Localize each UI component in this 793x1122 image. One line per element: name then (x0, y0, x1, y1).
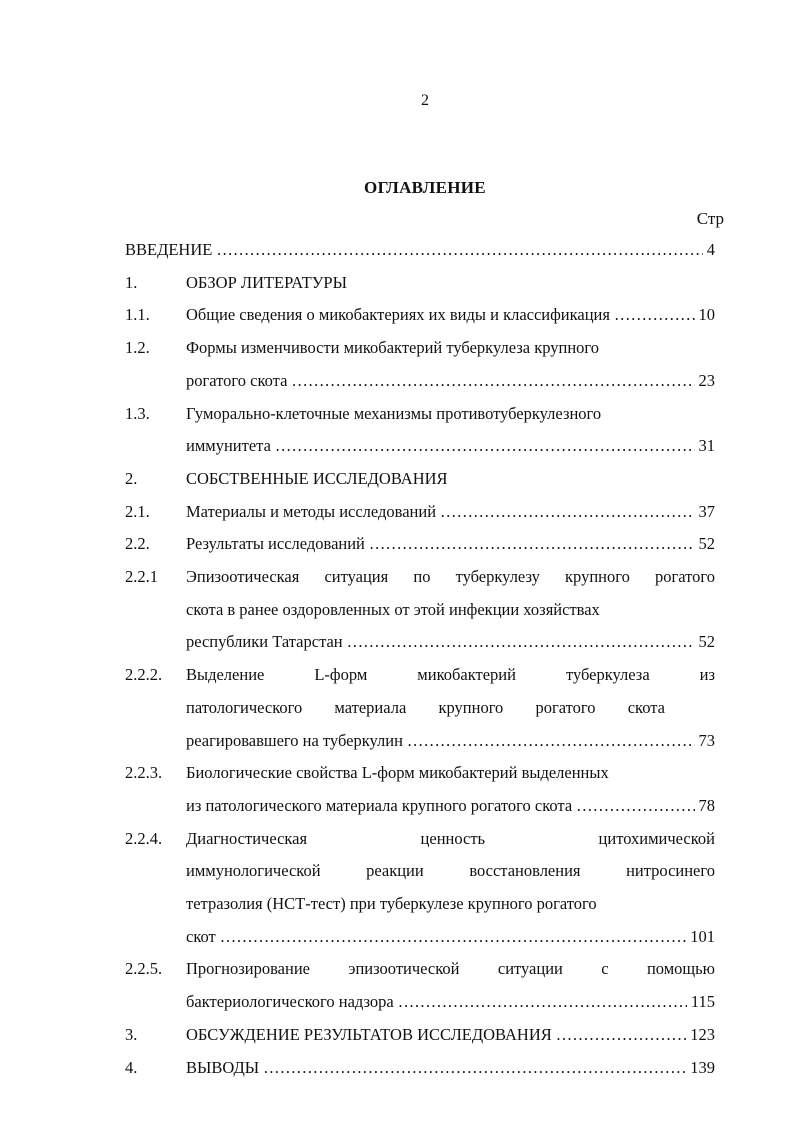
toc-entry-title: ОБЗОР ЛИТЕРАТУРЫ (186, 272, 347, 292)
toc-entry (125, 273, 725, 295)
toc-entry-title: Биологические свойства L-форм микобактерий выделенных (186, 763, 609, 783)
toc-entry-title: Формы изменчивости микобактерий туберкулеза крупного (186, 338, 600, 358)
toc-entry-number: 4. (125, 1057, 138, 1077)
toc-entry-page: 73 (698, 730, 715, 750)
toc-entry-title: Результаты исследований (186, 534, 365, 554)
toc-entry (125, 763, 725, 785)
toc-entry-page: 10 (698, 305, 715, 325)
toc-entry (125, 1025, 725, 1047)
toc-entry-number: 3. (125, 1024, 138, 1044)
toc-entry-title: Диагностическая ценность цитохимической (186, 828, 715, 848)
toc-entry-page: 37 (698, 501, 715, 521)
toc-entry-number: 1.2. (125, 338, 150, 358)
toc-entry (125, 632, 725, 654)
toc-entry (125, 305, 725, 327)
toc-entry-number: 1.3. (125, 403, 150, 423)
page-column-label: Стр (696, 209, 724, 228)
dot-leader (407, 731, 695, 751)
toc-entry-page: 23 (698, 370, 715, 390)
toc-entry-title: Прогнозирование эпизоотической ситуации с помощью (186, 959, 715, 979)
toc-entry (125, 534, 725, 556)
toc-entry (125, 829, 725, 851)
dot-leader (275, 436, 695, 456)
toc-entry-title: ВЫВОДЫ (186, 1057, 260, 1077)
toc-entry-page: 139 (690, 1057, 715, 1077)
toc-entry-number: 2.2.5. (125, 959, 163, 979)
toc-entry-title: ОБСУЖДЕНИЕ РЕЗУЛЬТАТОВ ИССЛЕДОВАНИЯ (186, 1024, 552, 1044)
toc-entry-title: скота в ранее оздоровленных от этой инфекции хозяйствах (186, 599, 600, 619)
toc-entry-number: 1. (125, 272, 138, 292)
toc-entry-page: 78 (698, 795, 715, 815)
toc-entry-title: скот (186, 926, 216, 946)
toc-entry (125, 731, 725, 753)
toc-entry (125, 436, 725, 458)
toc-entry-number: 1.1. (125, 305, 150, 325)
dot-leader (216, 240, 702, 260)
toc-entry-title: СОБСТВЕННЫЕ ИССЛЕДОВАНИЯ (186, 468, 448, 488)
toc-entry (125, 927, 725, 949)
toc-entry (125, 959, 725, 981)
toc-entry-page: 31 (698, 436, 715, 456)
toc-entry-title: рогатого скота (186, 370, 288, 390)
toc-entry (125, 665, 725, 687)
toc-entry-title: ВВЕДЕНИЕ (125, 240, 213, 259)
toc-entry-page: 52 (698, 534, 715, 554)
toc-entry-title: Материалы и методы исследований (186, 501, 437, 521)
toc-entry (125, 502, 725, 524)
toc-entry-number: 2. (125, 468, 138, 488)
toc-entry-title: иммунологической реакции восстановления нитросинего (186, 861, 715, 881)
toc-entry (125, 600, 725, 622)
toc-entry-title: патологического материала крупного рогатого скота (186, 697, 665, 717)
toc-entry (125, 1058, 725, 1080)
toc-entry (125, 371, 725, 393)
toc-entry (125, 567, 725, 589)
toc-entry-title: Эпизоотическая ситуация по туберкулезу крупного рогатого (186, 567, 715, 586)
toc-entry-number: 2.2.4. (125, 828, 163, 848)
toc-entry-title: республики Татарстан (186, 632, 343, 652)
toc-entry-page: 115 (690, 992, 715, 1012)
toc-entry (125, 698, 725, 720)
toc-entry-title: Гуморально-клеточные механизмы противотуберкулезного (186, 403, 602, 423)
toc-entry-title: бактериологического надзора (186, 992, 394, 1012)
toc-entry-number: 2.1. (125, 501, 150, 521)
toc-entry-title: Общие сведения о микобактериях их виды и классификация (186, 305, 610, 325)
toc-entry (125, 861, 725, 883)
toc-entry-number: 2.2.1 (125, 567, 158, 586)
dot-leader (614, 305, 695, 325)
toc-entry (125, 796, 725, 818)
toc-entry-number: 2.2. (125, 534, 150, 554)
dot-leader (347, 632, 695, 652)
toc-entry-title: тетразолия (НСТ-тест) при туберкулезе крупного рогатого (186, 894, 597, 913)
toc-entry-page: 52 (698, 632, 715, 652)
toc-entry (125, 338, 725, 360)
toc-entry-number: 2.2.2. (125, 665, 163, 685)
toc-entry (125, 469, 725, 491)
toc-entry-number: 2.2.3. (125, 763, 163, 783)
dot-leader (556, 1025, 686, 1045)
toc-entry-page: 4 (706, 240, 715, 259)
toc-entry-title: Выделение L-форм микобактерий туберкулеза из (186, 665, 715, 685)
dot-leader (291, 371, 694, 391)
toc-entry-title: из патологического материала крупного рогатого скота (186, 795, 573, 815)
toc-entry (125, 992, 725, 1014)
dot-leader (263, 1058, 686, 1078)
page-number: 2 (421, 92, 429, 109)
toc-entry (125, 894, 725, 916)
toc-entry-page: 123 (690, 1024, 715, 1044)
toc-entry-title: иммунитета (186, 436, 271, 456)
dot-leader (440, 502, 694, 522)
dot-leader (369, 534, 695, 554)
dot-leader (576, 796, 694, 816)
toc-entry-page: 101 (690, 926, 715, 946)
dot-leader (220, 927, 687, 947)
toc-entry (125, 240, 725, 262)
toc-entry-title: реагировавшего на туберкулин (186, 730, 403, 750)
toc-entry (125, 404, 725, 426)
page-title: ОГЛАВЛЕНИЕ (364, 178, 486, 197)
dot-leader (398, 992, 687, 1012)
